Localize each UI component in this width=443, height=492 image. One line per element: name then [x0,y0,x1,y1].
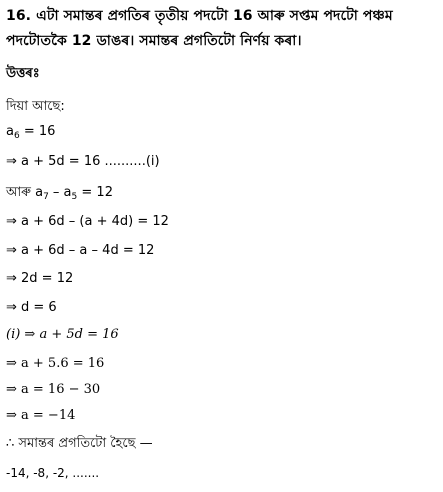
equation-line-4: ⇒ a + 6d – (a + 4d) = 12 [6,214,169,229]
eq1-rest: = 16 [19,124,56,139]
equation-line-8: (i) ⇒ a + 5d = 16 [6,327,119,342]
conclusion-line: ∴ সমান্তৰ প্ৰগতিটো হৈছে — [6,436,153,451]
equation-line-5: ⇒ a + 6d – a – 4d = 12 [6,243,155,258]
eq3-subscript-2: 5 [71,192,78,202]
eq3-mid: – a [48,185,72,200]
equation-line-9: ⇒ a + 5.6 = 16 [6,356,105,371]
equation-line-2: ⇒ a + 5d = 16 ..........(i) [6,154,160,169]
equation-line-11: ⇒ a = −14 [6,408,76,423]
equation-line-7: ⇒ d = 6 [6,300,57,315]
eq3-rest: = 12 [77,185,113,200]
given-label: দিয়া আছে: [6,99,65,114]
answer-label: উত্তৰঃ [6,66,40,81]
equation-line-10: ⇒ a = 16 − 30 [6,382,101,397]
equation-line-1 [6,124,55,139]
sequence-result: -14, -8, -2, ....... [6,466,100,480]
equation-line-6: ⇒ 2d = 12 [6,271,74,286]
eq3-prefix: আৰু a [6,185,44,200]
eq1-var: a [6,124,14,139]
eq1-subscript: 6 [13,131,20,141]
question-text: 16. এটা সমান্তৰ প্ৰগতিৰ তৃতীয় পদটো 16 আৰু সপ্তম পদটো পঞ্চম পদটোতকৈ 12 ডাঙৰ। সমান্তৰ প্ৰগতিটো নিৰ্ণয় কৰা। [6,8,393,49]
eq3-subscript-1: 7 [43,192,49,202]
equation-line-3 [6,183,113,204]
